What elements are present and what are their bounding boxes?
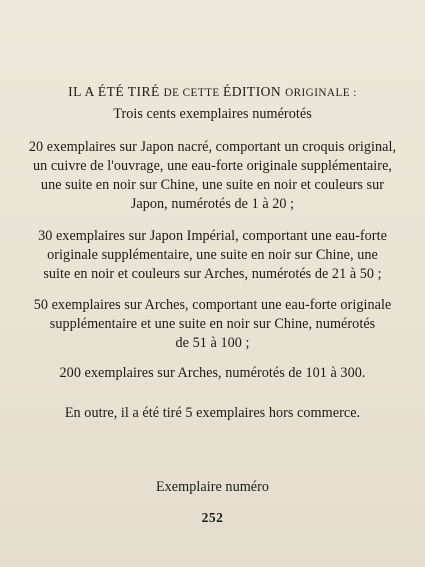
tier-3-line-3: de 51 à 100 ; bbox=[175, 335, 250, 351]
heading-part-4: ORIGINALE : bbox=[285, 87, 357, 99]
heading-part-1: IL A ÉTÉ TIRÉ bbox=[68, 84, 164, 99]
copy-number: 252 bbox=[201, 510, 224, 525]
heading-part-3: ÉDITION bbox=[222, 84, 286, 99]
tier-2-line-3: suite en noir et couleurs sur Arches, numérotés de 21 à 50 ; bbox=[43, 266, 382, 282]
colophon-subheading: Trois cents exemplaires numérotés bbox=[113, 106, 312, 122]
tier-2-line-2: originale supplémentaire, une suite en noir sur Chine, une bbox=[47, 247, 378, 263]
tier-1-line-3: une suite en noir sur Chine, une suite en noir et couleurs sur bbox=[40, 177, 385, 193]
tier-3-line-1: 50 exemplaires sur Arches, comportant une eau-forte originale bbox=[33, 297, 392, 313]
tier-1-line-4: Japon, numérotés de 1 à 20 ; bbox=[130, 196, 295, 212]
tier-1-line-2: un cuivre de l'ouvrage, une eau-forte originale supplémentaire, bbox=[32, 158, 393, 174]
tier-2-line-1: 30 exemplaires sur Japon Impérial, comportant une eau-forte bbox=[38, 228, 387, 244]
copy-number-label: Exemplaire numéro bbox=[155, 479, 270, 495]
heading-part-2: DE CETTE bbox=[163, 87, 223, 99]
tier-3-line-2: supplémentaire et une suite en noir sur Chine, numérotés bbox=[49, 316, 376, 332]
tier-1-line-1: 20 exemplaires sur Japon nacré, comportant un croquis original, bbox=[28, 139, 397, 155]
colophon-heading bbox=[0, 83, 425, 102]
hors-commerce-note: En outre, il a été tiré 5 exemplaires hors commerce. bbox=[64, 405, 361, 421]
tier-4-line-1: 200 exemplaires sur Arches, numérotés de 101 à 300. bbox=[59, 365, 366, 381]
